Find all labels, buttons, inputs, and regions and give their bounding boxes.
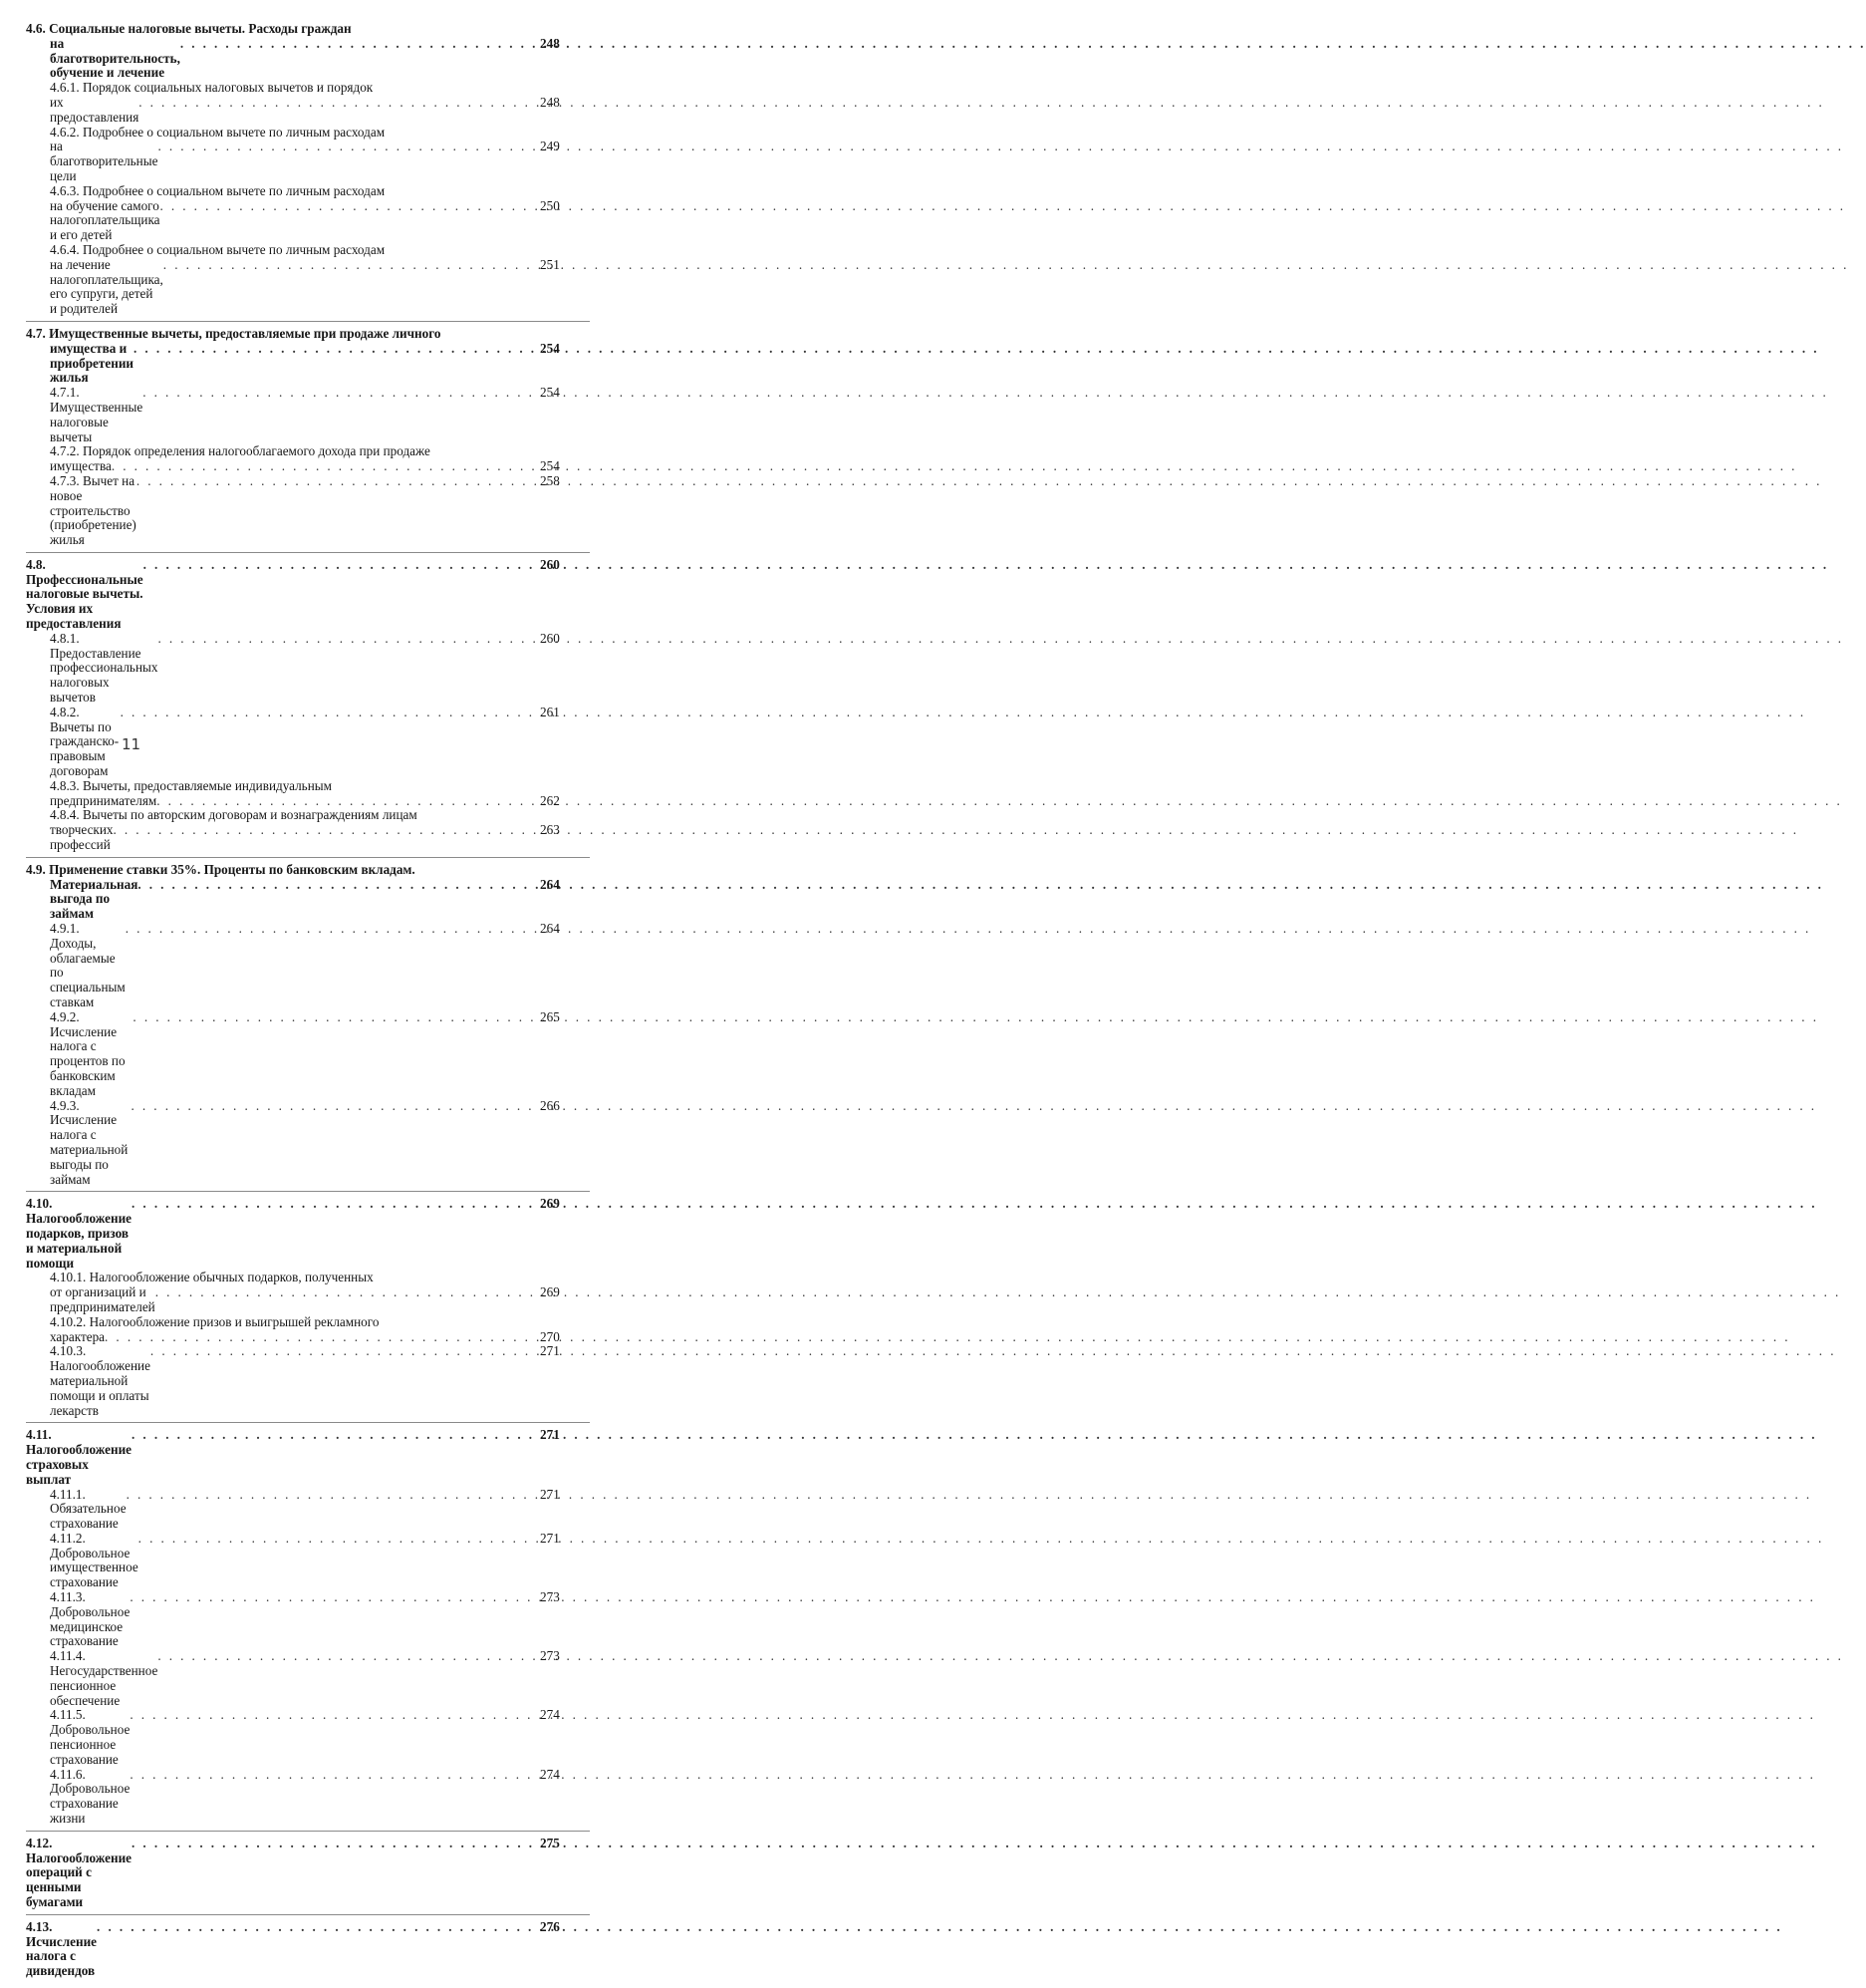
dot-leader	[160, 199, 539, 214]
dot-leader	[105, 1330, 538, 1345]
toc-section-heading	[26, 1197, 590, 1271]
dot-leader	[138, 1532, 538, 1547]
toc-entry-text: 4.7.2. Порядок определения налогооблагаемого дохода при продаже	[50, 443, 430, 459]
toc-subsection-entry	[26, 444, 590, 474]
toc-entry-text: 4.10.2. Налогообложение призов и выигрышей рекламного	[50, 1313, 380, 1329]
toc-entry-text: 4.11.5. Добровольное пенсионное страхование	[50, 1707, 131, 1767]
toc-page-number: 275	[540, 1835, 560, 1850]
dot-leader	[133, 1010, 538, 1025]
toc-page-number: 258	[540, 472, 560, 488]
toc-page-number: 260	[540, 556, 560, 572]
dot-leader	[113, 823, 538, 838]
toc-section-heading	[26, 22, 590, 81]
toc-page-number: 271	[540, 1427, 560, 1443]
toc-section	[26, 1428, 590, 1832]
toc-subsection-entry	[26, 1768, 590, 1827]
toc-page-number: 264	[540, 921, 560, 937]
toc-entry-text: предпринимателям	[50, 792, 157, 808]
toc-page-number: 269	[540, 1284, 560, 1300]
toc-page-number: 274	[540, 1766, 560, 1782]
toc-section	[26, 558, 590, 858]
dot-leader	[142, 386, 538, 401]
toc-subsection-entry	[26, 1315, 590, 1345]
dot-leader	[112, 459, 538, 474]
toc-entry-text: 4.11.3. Добровольное медицинское страхование	[50, 1589, 131, 1649]
dot-leader	[157, 140, 538, 154]
toc-subsection-entry	[26, 386, 590, 444]
toc-section-heading	[26, 558, 590, 632]
toc-section	[26, 1837, 590, 1915]
dot-leader	[156, 794, 538, 809]
toc-page-number: 248	[540, 94, 560, 110]
dot-leader	[132, 1099, 538, 1114]
toc-page-number: 250	[540, 197, 560, 213]
toc-entry-text: 4.7. Имущественные вычеты, предоставляемые при продаже личного	[26, 325, 441, 341]
toc-entry-text: 4.7.3. Вычет на новое строительство (приобретение) жилья	[50, 472, 136, 548]
toc-page-number: 269	[540, 1196, 560, 1212]
toc-subsection-entry	[26, 1010, 590, 1099]
toc-subsection-entry	[26, 1590, 590, 1649]
toc-entry-text: 4.6. Социальные налоговые вычеты. Расходы граждан	[26, 21, 352, 36]
toc-entry-text: на обучение самого налогоплательщика и его детей	[50, 197, 160, 243]
toc-section	[26, 327, 590, 553]
toc-entry-text: 4.9. Применение ставки 35%. Проценты по банковским вкладам.	[26, 861, 415, 877]
toc-subsection-entry	[26, 1488, 590, 1532]
toc-page-number: 254	[540, 458, 560, 474]
toc-entry-text: на лечение налогоплательщика, его супруги, детей и родителей	[50, 256, 163, 317]
toc-entry-text: их предоставления	[50, 94, 139, 125]
toc-section	[26, 1920, 590, 1983]
toc-entry-text: 4.8.3. Вычеты, предоставляемые индивидуальным	[50, 777, 332, 793]
toc-page-number: 273	[540, 1589, 560, 1605]
toc-page-number: 261	[540, 704, 560, 719]
toc-subsection-entry	[26, 1649, 590, 1708]
toc-subsection-entry	[26, 126, 590, 184]
dot-leader	[130, 1708, 538, 1723]
dot-leader	[138, 96, 538, 111]
toc-section-heading	[26, 1428, 590, 1487]
toc-entry-text: 4.11.1. Обязательное страхование	[50, 1486, 127, 1532]
toc-subsection-entry	[26, 184, 590, 243]
toc-subsection-entry	[26, 632, 590, 706]
dot-leader	[155, 1285, 538, 1300]
dot-leader	[132, 1197, 538, 1212]
toc-subsection-entry	[26, 1271, 590, 1314]
toc-page-number: 271	[540, 1530, 560, 1546]
dot-leader	[126, 922, 538, 937]
toc-page-number: 264	[540, 876, 560, 892]
toc-page-number: 263	[540, 822, 560, 838]
toc-page-number: 273	[540, 1648, 560, 1664]
dot-leader	[137, 878, 538, 893]
toc-page-number: 254	[540, 340, 560, 356]
toc-entry-text: 4.8.1. Предоставление профессиональных налоговых вычетов	[50, 630, 158, 706]
page-number: 11	[122, 735, 141, 753]
toc-entry-text: 4.11.6. Добровольное страхование жизни	[50, 1766, 131, 1827]
toc-page-number: 271	[540, 1486, 560, 1502]
dot-leader	[127, 1488, 538, 1503]
toc-page-number: 262	[540, 792, 560, 808]
toc-entry-text: на благотворительность, обучение и лечение	[50, 35, 180, 81]
dot-leader	[157, 632, 538, 647]
toc-subsection-entry	[26, 779, 590, 809]
toc-page-number: 271	[540, 1343, 560, 1359]
toc-entry-text: 4.6.1. Порядок социальных налоговых вычетов и порядок	[50, 80, 374, 96]
dot-leader	[132, 1837, 538, 1851]
toc-page-number: 266	[540, 1097, 560, 1113]
toc-entry-text: 4.12. Налогообложение операций с ценными бумагами	[26, 1835, 133, 1910]
toc-entry-text: 4.6.3. Подробнее о социальном вычете по личным расходам	[50, 182, 386, 198]
toc-page-number: 260	[540, 630, 560, 646]
toc-page-number: 248	[540, 35, 560, 51]
dot-leader	[130, 1590, 538, 1605]
toc-entry-text: 4.9.1. Доходы, облагаемые по специальным ставкам	[50, 921, 126, 1009]
toc-section-heading	[26, 1837, 590, 1910]
toc-subsection-entry	[26, 1532, 590, 1590]
toc-entry-text: творческих профессий	[50, 822, 114, 853]
toc-entry-text: Материальная выгода по займам	[50, 876, 138, 922]
toc-section	[26, 863, 590, 1193]
toc-page-number: 251	[540, 256, 560, 272]
toc-entry-text: 4.8. Профессиональные налоговые вычеты. Условия их предоставления	[26, 556, 143, 632]
toc-entry-text: 4.10.3. Налогообложение материальной помощи и оплаты лекарств	[50, 1343, 150, 1418]
table-of-contents	[26, 22, 590, 1988]
toc-subsection-entry	[26, 474, 590, 548]
toc-subsection-entry	[26, 81, 590, 125]
toc-subsection-entry	[26, 1344, 590, 1418]
toc-entry-text: 4.8.4. Вычеты по авторским договорам и вознаграждениям лицам	[50, 807, 417, 823]
dot-leader	[133, 342, 538, 357]
dot-leader	[132, 1428, 538, 1443]
toc-section-heading	[26, 327, 590, 386]
toc-entry-text: 4.7.1. Имущественные налоговые вычеты	[50, 385, 143, 444]
toc-page-number: 265	[540, 1008, 560, 1024]
toc-entry-text: 4.9.3. Исчисление налога с материальной выгоды по займам	[50, 1097, 129, 1187]
toc-page-number: 249	[540, 139, 560, 154]
toc-section	[26, 1197, 590, 1423]
toc-entry-text: на благотворительные цели	[50, 139, 158, 183]
toc-section-heading	[26, 1920, 590, 1979]
toc-entry-text: имущества	[50, 458, 112, 474]
toc-page-number: 270	[540, 1328, 560, 1344]
dot-leader	[136, 474, 538, 489]
dot-leader	[163, 258, 538, 273]
dot-leader	[180, 37, 538, 52]
toc-page-number: 276	[540, 1918, 560, 1934]
toc-entry-text: имущества и приобретении жилья	[50, 340, 134, 386]
toc-entry-text: 4.10.1. Налогообложение обычных подарков, полученных	[50, 1270, 374, 1285]
toc-subsection-entry	[26, 706, 590, 779]
toc-subsection-entry	[26, 808, 590, 852]
toc-entry-text: характера	[50, 1328, 106, 1344]
dot-leader	[130, 1768, 538, 1783]
toc-page-number: 274	[540, 1707, 560, 1723]
toc-subsection-entry	[26, 1708, 590, 1767]
toc-entry-text: 4.8.2. Вычеты по гражданско-правовым договорам	[50, 704, 120, 779]
toc-entry-text: 4.6.2. Подробнее о социальном вычете по личным расходам	[50, 124, 386, 140]
toc-entry-text: от организаций и предпринимателей	[50, 1284, 155, 1314]
toc-entry-text: 4.10. Налогообложение подарков, призов и материальной помощи	[26, 1196, 133, 1271]
dot-leader	[157, 1649, 538, 1664]
dot-leader	[150, 1344, 538, 1359]
toc-section	[26, 22, 590, 322]
toc-entry-text: 4.11. Налогообложение страховых выплат	[26, 1427, 133, 1487]
dot-leader	[143, 558, 538, 573]
toc-section-heading	[26, 863, 590, 922]
toc-subsection-entry	[26, 922, 590, 1010]
toc-page-number: 254	[540, 385, 560, 401]
toc-entry-text: 4.6.4. Подробнее о социальном вычете по личным расходам	[50, 241, 386, 257]
toc-entry-text: 4.11.2. Добровольное имущественное страхование	[50, 1530, 138, 1590]
toc-subsection-entry	[26, 1099, 590, 1188]
dot-leader	[121, 706, 538, 720]
toc-entry-text: 4.9.2. Исчисление налога с процентов по банковским вкладам	[50, 1008, 126, 1098]
dot-leader	[97, 1920, 538, 1935]
toc-entry-text: 4.11.4. Негосударственное пенсионное обеспечение	[50, 1648, 158, 1708]
toc-entry-text: 4.13. Исчисление налога с дивидендов	[26, 1918, 98, 1979]
toc-subsection-entry	[26, 243, 590, 317]
